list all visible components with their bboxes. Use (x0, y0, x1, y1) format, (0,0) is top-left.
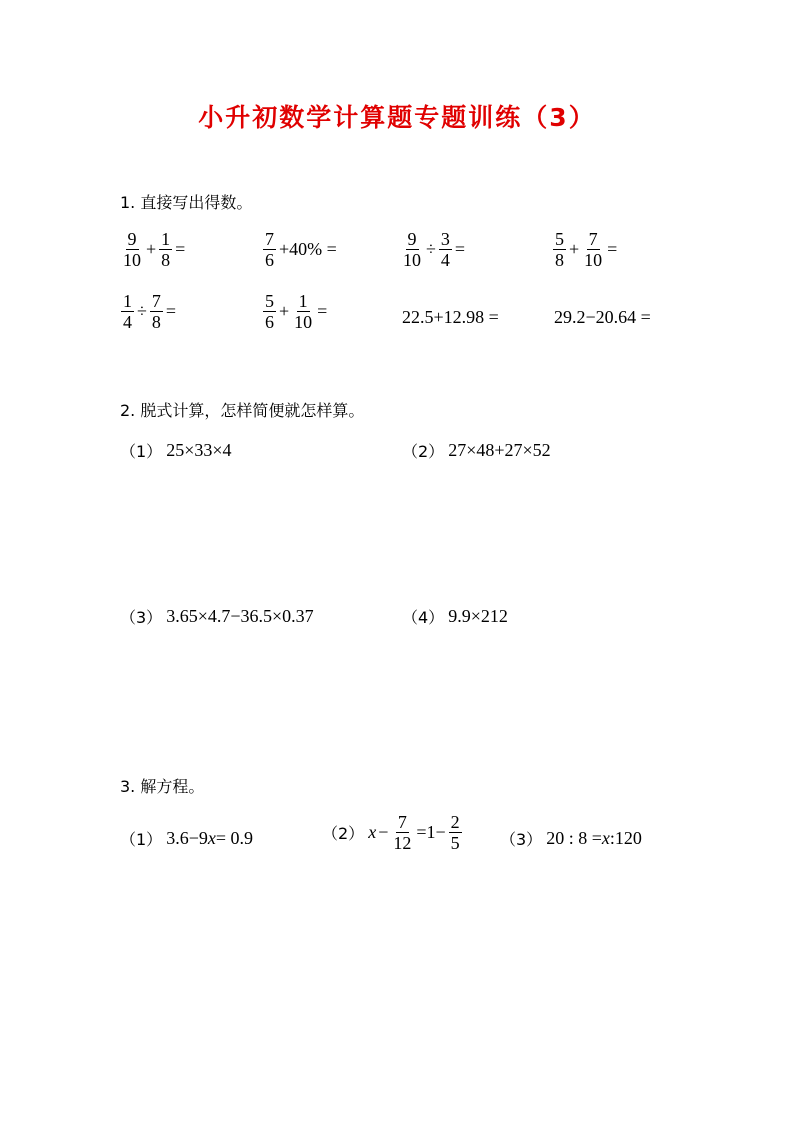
fraction: $\frac{7}{6}$ (265, 229, 274, 270)
problem-2-2: （2） 27×48+27×52 (402, 440, 551, 461)
fraction: $\frac{5}{8}$ (555, 229, 564, 270)
problem-1-8: 29.2−20.64 = (554, 307, 651, 327)
fraction: $\frac{1}{8}$ (161, 229, 171, 270)
fraction: $\frac{3}{4}$ (440, 229, 450, 270)
problem-1-3: $\frac{9}{10}$ ÷ $\frac{3}{4}$ = (403, 229, 466, 270)
fraction: $\frac{7}{10}$ (584, 229, 603, 270)
problem-1-2: $\frac{7}{6}$ +40% = (265, 229, 337, 270)
page-title: 小升初数学计算题专题训练（3） (198, 103, 596, 132)
fraction: $\frac{9}{10}$ (403, 229, 421, 270)
fraction: $\frac{9}{10}$ (123, 229, 141, 270)
equation-3-3: （3） 20 : 8 = x :120 (500, 828, 642, 849)
problem-1-7: 22.5+12.98 = (402, 307, 499, 327)
equation-3-2: （2） x − $\frac{7}{12}$ =1− $\frac{2}{5}$ (322, 812, 460, 853)
fraction: $\frac{7}{8}$ (151, 291, 161, 332)
problem-1-1: $\frac{9}{10}$ + $\frac{1}{8}$ = (123, 229, 186, 270)
problem-2-3: （3） 3.65×4.7−36.5×0.37 (120, 606, 314, 627)
problem-1-4: $\frac{5}{8}$ + $\frac{7}{10}$ = (555, 229, 618, 270)
section-3-heading: 3. 解方程。 (120, 777, 205, 796)
problem-2-1: （1） 25×33×4 (120, 440, 232, 461)
section-1-heading: 1. 直接写出得数。 (120, 193, 253, 212)
equation-3-1: （1） 3.6−9 x = 0.9 (120, 828, 253, 849)
section-2-heading: 2. 脱式计算，怎样简便就怎样算。 (120, 401, 365, 420)
problem-1-6: $\frac{5}{6}$ + $\frac{1}{10}$ = (265, 291, 328, 332)
problem-1-5: $\frac{1}{4}$ ÷ $\frac{7}{8}$ = (123, 291, 177, 332)
fraction: $\frac{2}{5}$ (450, 812, 460, 853)
fraction: $\frac{7}{12}$ (393, 812, 412, 853)
problem-2-4: （4） 9.9×212 (402, 606, 508, 627)
fraction: $\frac{5}{6}$ (265, 291, 274, 332)
fraction: $\frac{1}{10}$ (294, 291, 313, 332)
fraction: $\frac{1}{4}$ (123, 291, 132, 332)
